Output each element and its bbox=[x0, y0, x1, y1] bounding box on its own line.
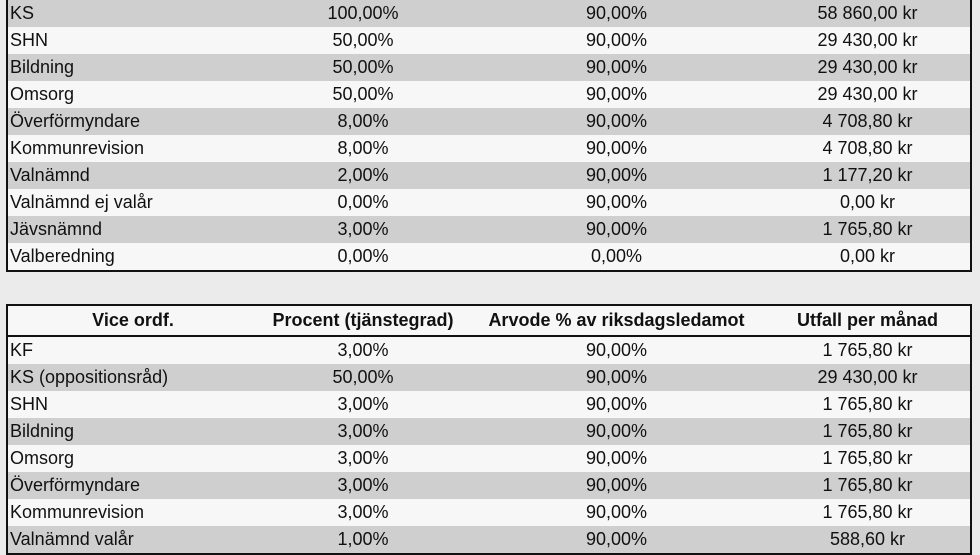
row-name: Jävsnämnd bbox=[7, 216, 258, 243]
header-arvode: Arvode % av riksdagsledamot bbox=[468, 305, 765, 336]
table-row bbox=[7, 189, 971, 216]
row-name: KS bbox=[7, 0, 258, 27]
table-row bbox=[7, 27, 971, 54]
row-percent: 8,00% bbox=[337, 138, 389, 158]
table-row bbox=[7, 336, 971, 364]
row-utfall: 1 177,20 kr bbox=[765, 162, 971, 189]
row-percent: 1,00% bbox=[258, 526, 468, 554]
row-percent: 3,00% bbox=[258, 472, 468, 499]
row-percent: 50,00% bbox=[332, 84, 394, 104]
vice-ordforande-table bbox=[6, 304, 972, 555]
row-utfall: 4 708,80 kr bbox=[822, 138, 913, 158]
row-utfall: 58 860,00 kr bbox=[765, 0, 971, 27]
row-utfall: 1 765,80 kr bbox=[822, 448, 913, 468]
row-arvode: 90,00% bbox=[585, 502, 648, 522]
table-row bbox=[7, 216, 971, 243]
row-arvode: 90,00% bbox=[468, 216, 765, 243]
table-row bbox=[7, 499, 971, 526]
table-row bbox=[7, 364, 971, 391]
row-utfall: 29 430,00 kr bbox=[817, 84, 918, 104]
table-row bbox=[7, 108, 971, 135]
table-row bbox=[7, 162, 971, 189]
row-arvode: 90,00% bbox=[585, 394, 648, 414]
header-vice-ordf: Vice ordf. bbox=[7, 305, 258, 336]
row-name: SHN bbox=[10, 30, 49, 50]
row-arvode: 90,00% bbox=[468, 526, 765, 554]
row-arvode: 90,00% bbox=[585, 84, 648, 104]
row-utfall: 1 765,80 kr bbox=[822, 340, 913, 360]
table-row bbox=[7, 418, 971, 445]
row-name: Valberedning bbox=[10, 246, 115, 266]
row-name: Bildning bbox=[7, 54, 258, 81]
row-utfall: 0,00 kr bbox=[839, 246, 896, 266]
row-utfall: 0,00 kr bbox=[839, 192, 896, 212]
row-arvode: 90,00% bbox=[585, 192, 648, 212]
row-percent: 3,00% bbox=[258, 216, 468, 243]
row-utfall: 588,60 kr bbox=[765, 526, 971, 554]
table-row bbox=[7, 391, 971, 418]
row-name: Kommunrevision bbox=[10, 502, 145, 522]
row-utfall: 29 430,00 kr bbox=[765, 54, 971, 81]
table-row bbox=[7, 54, 971, 81]
row-percent: 0,00% bbox=[337, 246, 389, 266]
row-name: Valnämnd ej valår bbox=[10, 192, 153, 212]
row-arvode: 90,00% bbox=[468, 0, 765, 27]
row-utfall: 1 765,80 kr bbox=[765, 472, 971, 499]
row-name: Valnämnd valår bbox=[7, 526, 258, 554]
table-row bbox=[7, 445, 971, 472]
row-percent: 50,00% bbox=[258, 364, 468, 391]
table-row bbox=[7, 243, 971, 271]
row-percent: 3,00% bbox=[337, 394, 389, 414]
header-procent: Procent (tjänstegrad) bbox=[258, 305, 468, 336]
row-arvode: 90,00% bbox=[468, 472, 765, 499]
row-name: Överförmyndare bbox=[7, 108, 258, 135]
table-row bbox=[7, 526, 971, 554]
row-name: KS (oppositionsråd) bbox=[7, 364, 258, 391]
table-row bbox=[7, 472, 971, 499]
ordforande-table bbox=[6, 0, 972, 272]
row-arvode: 90,00% bbox=[585, 340, 648, 360]
row-arvode: 90,00% bbox=[585, 30, 648, 50]
row-utfall: 29 430,00 kr bbox=[765, 364, 971, 391]
row-percent: 100,00% bbox=[258, 0, 468, 27]
row-utfall: 1 765,80 kr bbox=[765, 216, 971, 243]
row-utfall: 1 765,80 kr bbox=[765, 418, 971, 445]
row-percent: 3,00% bbox=[337, 448, 389, 468]
row-utfall: 29 430,00 kr bbox=[817, 30, 918, 50]
row-arvode: 90,00% bbox=[468, 54, 765, 81]
row-arvode: 90,00% bbox=[468, 364, 765, 391]
row-arvode: 90,00% bbox=[585, 448, 648, 468]
row-name: Omsorg bbox=[10, 84, 75, 104]
row-name: KF bbox=[10, 340, 34, 360]
table-row bbox=[7, 135, 971, 162]
row-arvode: 90,00% bbox=[585, 138, 648, 158]
row-name: SHN bbox=[10, 394, 49, 414]
row-percent: 50,00% bbox=[332, 30, 394, 50]
row-percent: 8,00% bbox=[258, 108, 468, 135]
row-utfall: 4 708,80 kr bbox=[765, 108, 971, 135]
row-percent: 3,00% bbox=[337, 340, 389, 360]
row-arvode: 90,00% bbox=[468, 162, 765, 189]
row-arvode: 0,00% bbox=[590, 246, 643, 266]
header-utfall: Utfall per månad bbox=[765, 305, 971, 336]
row-utfall: 1 765,80 kr bbox=[822, 394, 913, 414]
row-arvode: 90,00% bbox=[468, 418, 765, 445]
table-row bbox=[7, 81, 971, 108]
table-header-row bbox=[7, 305, 971, 336]
row-name: Överförmyndare bbox=[7, 472, 258, 499]
row-percent: 3,00% bbox=[337, 502, 389, 522]
row-utfall: 1 765,80 kr bbox=[822, 502, 913, 522]
row-arvode: 90,00% bbox=[468, 108, 765, 135]
table-row bbox=[7, 0, 971, 27]
row-percent: 3,00% bbox=[258, 418, 468, 445]
row-percent: 50,00% bbox=[258, 54, 468, 81]
row-name: Kommunrevision bbox=[10, 138, 145, 158]
row-name: Valnämnd bbox=[7, 162, 258, 189]
row-percent: 0,00% bbox=[337, 192, 389, 212]
row-name: Bildning bbox=[7, 418, 258, 445]
row-name: Omsorg bbox=[10, 448, 75, 468]
row-percent: 2,00% bbox=[258, 162, 468, 189]
